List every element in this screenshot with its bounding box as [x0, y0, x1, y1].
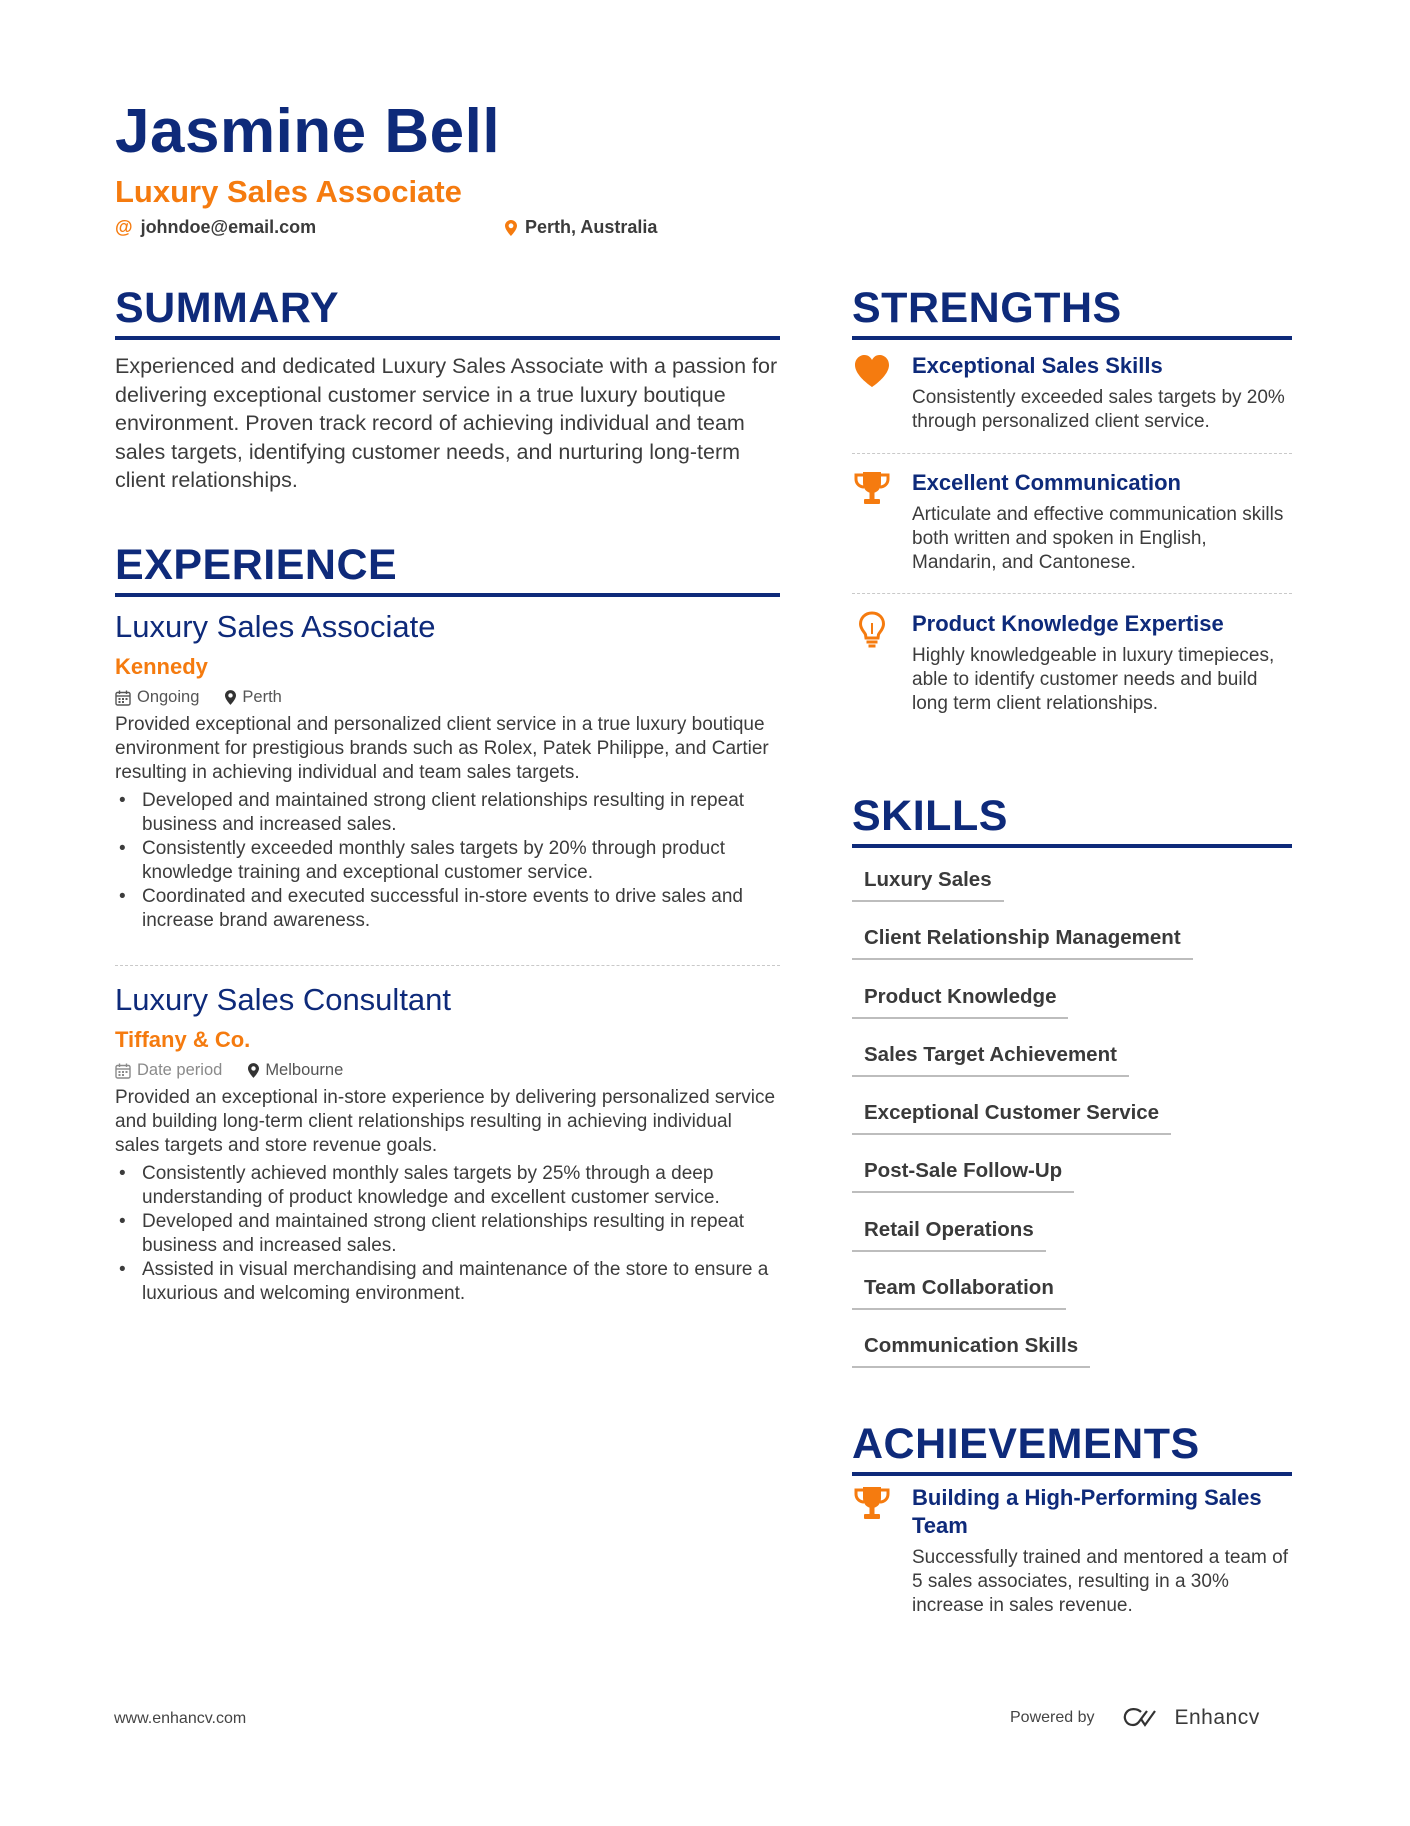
- job-bullet: • Assisted in visual merchandising and maintenance of the store to ensure a luxurious and welcoming environment.: [115, 1258, 780, 1306]
- trophy-icon: [852, 1484, 892, 1524]
- job-entry: [115, 610, 780, 933]
- trophy-icon: [852, 469, 892, 509]
- strength-divider: [852, 593, 1292, 594]
- footer-branding[interactable]: [1010, 1706, 1260, 1730]
- skill-tag: Sales Target Achievement: [852, 1043, 1129, 1077]
- skills-heading: SKILLS: [852, 795, 1292, 848]
- brand-name: Enhancv: [1174, 1706, 1260, 1729]
- skill-tag: Product Knowledge: [852, 985, 1068, 1019]
- location-text: Perth, Australia: [525, 217, 658, 237]
- job-description: Provided exceptional and personalized client service in a true luxury boutique environment for prestigious brands such as Rolex, Patek Philippe, and Cartier resulting in achieving individual and team sales targets.: [115, 714, 769, 784]
- strength-item: [852, 352, 1292, 434]
- strength-desc: Consistently exceeded sales targets by 20% through personalized client service.: [912, 387, 1285, 432]
- job-divider: [115, 965, 780, 966]
- powered-by-label: Powered by: [1010, 1709, 1095, 1726]
- strength-title: Excellent Communication: [912, 470, 1181, 495]
- footer-website[interactable]: www.enhancv.com: [114, 1710, 247, 1727]
- job-bullet: • Consistently exceeded monthly sales targets by 20% through product knowledge training and exceptional customer service.: [115, 837, 780, 885]
- candidate-role: Luxury Sales Associate: [115, 174, 462, 209]
- job-bullet: • Coordinated and executed successful in-store events to drive sales and increase brand awareness.: [115, 885, 780, 933]
- strength-item: [852, 469, 1292, 575]
- summary-text: Experienced and dedicated Luxury Sales Associate with a passion for delivering exceptional customer service in a true luxury boutique environment. Proven track record of achieving individual and team sales targets, identifying customer needs, and nurturing long-term client relationships.: [115, 354, 778, 492]
- job-description: Provided an exceptional in-store experience by delivering personalized service and building long-term client relationships resulting in achieving individual sales targets and store revenue goals.: [115, 1087, 776, 1157]
- job-bullet: • Developed and maintained strong client relationships resulting in repeat business and increased sales.: [115, 1210, 780, 1258]
- calendar-icon: [115, 690, 131, 706]
- job-bullet: • Consistently achieved monthly sales targets by 25% through a deep understanding of product knowledge and excellent customer service.: [115, 1162, 780, 1210]
- strength-title: Exceptional Sales Skills: [912, 353, 1163, 378]
- achievement-item: [852, 1484, 1292, 1618]
- contact-location: [505, 217, 657, 238]
- job-period: Date period: [115, 1061, 222, 1080]
- strength-divider: [852, 453, 1292, 454]
- job-meta: [115, 688, 780, 707]
- strengths-section: [852, 284, 1292, 340]
- job-period: Ongoing: [115, 688, 199, 707]
- job-bullet: • Developed and maintained strong client relationships resulting in repeat business and increased sales.: [115, 789, 780, 837]
- job-bullets: [115, 789, 780, 933]
- skills-section: [852, 792, 1292, 848]
- at-icon: @: [115, 217, 133, 237]
- achievements-section: [852, 1420, 1292, 1476]
- strength-item: [852, 610, 1292, 716]
- email-text: johndoe@email.com: [140, 217, 317, 237]
- skill-tag: Post-Sale Follow-Up: [852, 1159, 1074, 1193]
- contact-email[interactable]: [115, 217, 316, 238]
- job-title: Luxury Sales Consultant: [115, 982, 452, 1017]
- strength-desc: Articulate and effective communication skills both written and spoken in English, Mandarin, and Cantonese.: [912, 504, 1284, 573]
- achievement-desc: Successfully trained and mentored a team of 5 sales associates, resulting in a 30% increase in sales revenue.: [912, 1547, 1288, 1616]
- enhancv-logo-icon: [1121, 1706, 1169, 1730]
- heart-icon: [852, 352, 892, 392]
- location-pin-icon: [248, 1063, 259, 1078]
- achievements-heading: ACHIEVEMENTS: [852, 1423, 1292, 1476]
- job-entry: [115, 983, 780, 1306]
- experience-section: [115, 541, 780, 597]
- summary-heading: SUMMARY: [115, 287, 780, 340]
- location-pin-icon: [505, 220, 517, 236]
- experience-heading: EXPERIENCE: [115, 544, 780, 597]
- skill-tag: Retail Operations: [852, 1218, 1046, 1252]
- job-company: Kennedy: [115, 654, 208, 680]
- skill-tag: Exceptional Customer Service: [852, 1101, 1171, 1135]
- calendar-icon: [115, 1063, 131, 1079]
- achievement-title: Building a High-Performing Sales Team: [912, 1485, 1262, 1538]
- job-title: Luxury Sales Associate: [115, 609, 436, 644]
- location-pin-icon: [225, 690, 236, 705]
- skill-tag: Luxury Sales: [852, 868, 1004, 902]
- job-bullets: [115, 1162, 780, 1306]
- job-location: Melbourne: [248, 1061, 343, 1080]
- candidate-name: Jasmine Bell: [115, 97, 501, 166]
- skill-tag: Client Relationship Management: [852, 926, 1193, 960]
- job-company: Tiffany & Co.: [115, 1027, 251, 1053]
- skill-tag: Team Collaboration: [852, 1276, 1066, 1310]
- strength-title: Product Knowledge Expertise: [912, 611, 1224, 636]
- job-location: Perth: [225, 688, 281, 707]
- strength-desc: Highly knowledgeable in luxury timepieces, able to identify customer needs and build long term client relationships.: [912, 645, 1275, 714]
- job-meta: [115, 1061, 780, 1080]
- lightbulb-icon: [852, 610, 892, 650]
- skill-tag: Communication Skills: [852, 1334, 1090, 1368]
- strengths-heading: STRENGTHS: [852, 287, 1292, 340]
- summary-section: [115, 284, 780, 340]
